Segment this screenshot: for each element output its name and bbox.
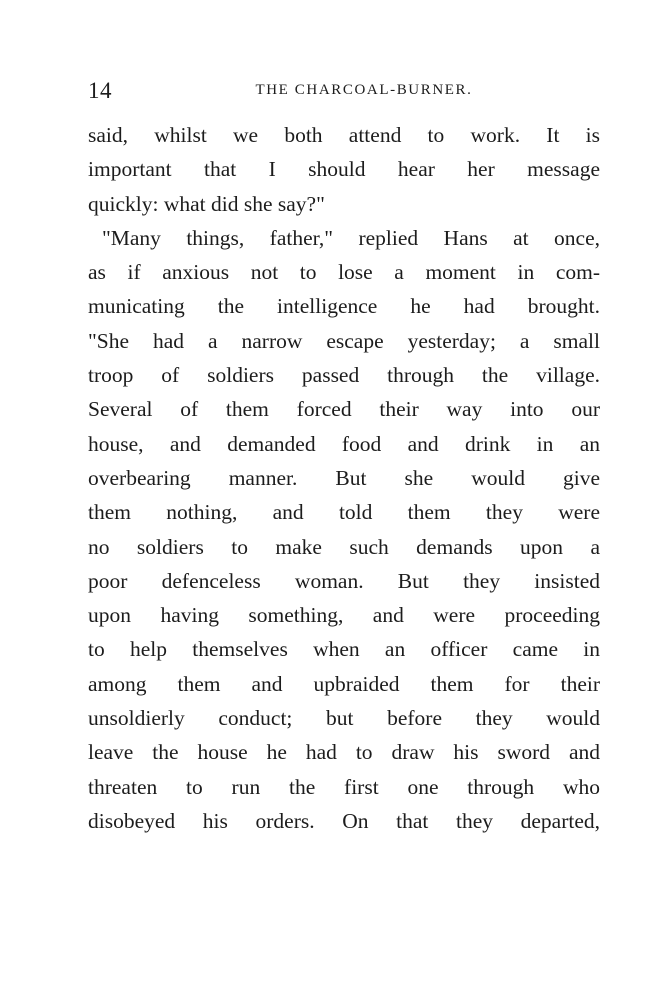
text-line: troop of soldiers passed through the village. [88,363,600,388]
text-line: unsoldierly conduct; but before they would [88,706,600,731]
text-line: among them and upbraided them for their [88,671,600,696]
text-line: as if anxious not to lose a moment in com- [88,260,600,285]
body-text [88,118,600,838]
text-line: disobeyed his orders. On that they departed, [88,808,600,833]
text-line: house, and demanded food and drink in an [88,431,600,456]
text-line: said, whilst we both attend to work. It is [88,123,600,147]
text-line: poor defenceless woman. But they insisted [88,568,600,593]
running-head: THE CHARCOAL-BURNER. [255,82,473,98]
text-line: municating the intelligence he had brought. [88,294,600,319]
text-line: Several of them forced their way into our [88,397,600,422]
text-line: upon having something, and were proceeding [88,603,600,628]
text-line: no soldiers to make such demands upon a [88,534,600,559]
text-line: overbearing manner. But she would give [88,465,600,490]
text-line: "She had a narrow escape yesterday; a small [88,328,600,353]
text-line: "Many things, father," replied Hans at once, [102,225,600,250]
text-line: quickly: what did she say?" [88,191,325,216]
text-line: important that I should hear her message [88,157,600,182]
text-line: threaten to run the first one through who [88,774,600,799]
text-line: them nothing, and told them they were [88,500,600,525]
page-number: 14 [88,78,112,103]
text-line: to help themselves when an officer came in [88,637,600,662]
page-header [88,78,600,106]
text-line: leave the house he had to draw his sword and [88,740,600,765]
